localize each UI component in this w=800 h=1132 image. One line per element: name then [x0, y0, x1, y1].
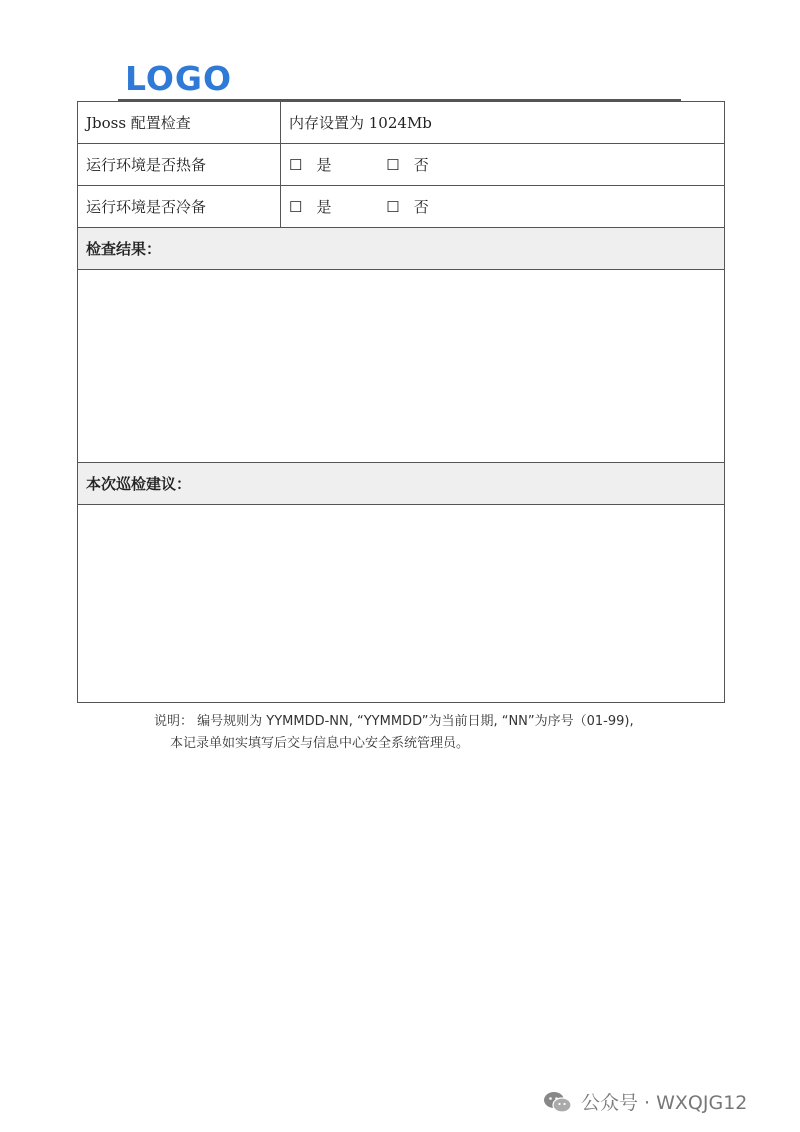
- check-result-label: 检查结果：: [78, 228, 725, 270]
- watermark: [543, 1088, 747, 1115]
- note-line-2: 本记录单如实填写后交与信息中心安全系统管理员。: [170, 736, 470, 751]
- suggestion-label: 本次巡检建议：: [78, 463, 725, 505]
- option-cell: [281, 144, 725, 186]
- row-label: 运行环境是否冷备: [78, 186, 281, 228]
- option-cell: [281, 186, 725, 228]
- wechat-icon: [543, 1090, 573, 1114]
- note-line-1: 说明： 编号规则为 YYMMDD-NN, “YYMMDD”为当前日期, “NN”为序号（01-99),: [154, 714, 634, 729]
- table-row: [78, 144, 725, 186]
- check-result-area[interactable]: [78, 270, 725, 463]
- watermark-text: 公众号 · WXQJG12: [581, 1092, 748, 1114]
- logo: LOGO: [125, 59, 233, 98]
- table-row: [78, 102, 725, 144]
- checkbox-icon[interactable]: ☐: [289, 198, 303, 216]
- option-label: 否: [413, 198, 429, 216]
- checkbox-icon[interactable]: ☐: [289, 156, 303, 174]
- option-label: 是: [316, 156, 332, 174]
- table-row: [78, 186, 725, 228]
- check-result-header: [78, 228, 725, 270]
- option-yes[interactable]: [289, 196, 331, 217]
- suggestion-area[interactable]: [78, 505, 725, 703]
- row-label: 运行环境是否热备: [78, 144, 281, 186]
- row-label: Jboss 配置检查: [78, 102, 281, 144]
- row-value: 内存设置为 1024Mb: [281, 102, 725, 144]
- suggestion-field[interactable]: [78, 505, 725, 703]
- option-label: 否: [413, 156, 429, 174]
- check-result-field[interactable]: [78, 270, 725, 463]
- option-label: 是: [316, 198, 332, 216]
- option-yes[interactable]: [289, 154, 331, 175]
- checkbox-icon[interactable]: ☐: [386, 156, 400, 174]
- suggestion-header: [78, 463, 725, 505]
- option-no[interactable]: [386, 196, 428, 217]
- inspection-form-table: [77, 101, 725, 703]
- option-no[interactable]: [386, 154, 428, 175]
- checkbox-icon[interactable]: ☐: [386, 198, 400, 216]
